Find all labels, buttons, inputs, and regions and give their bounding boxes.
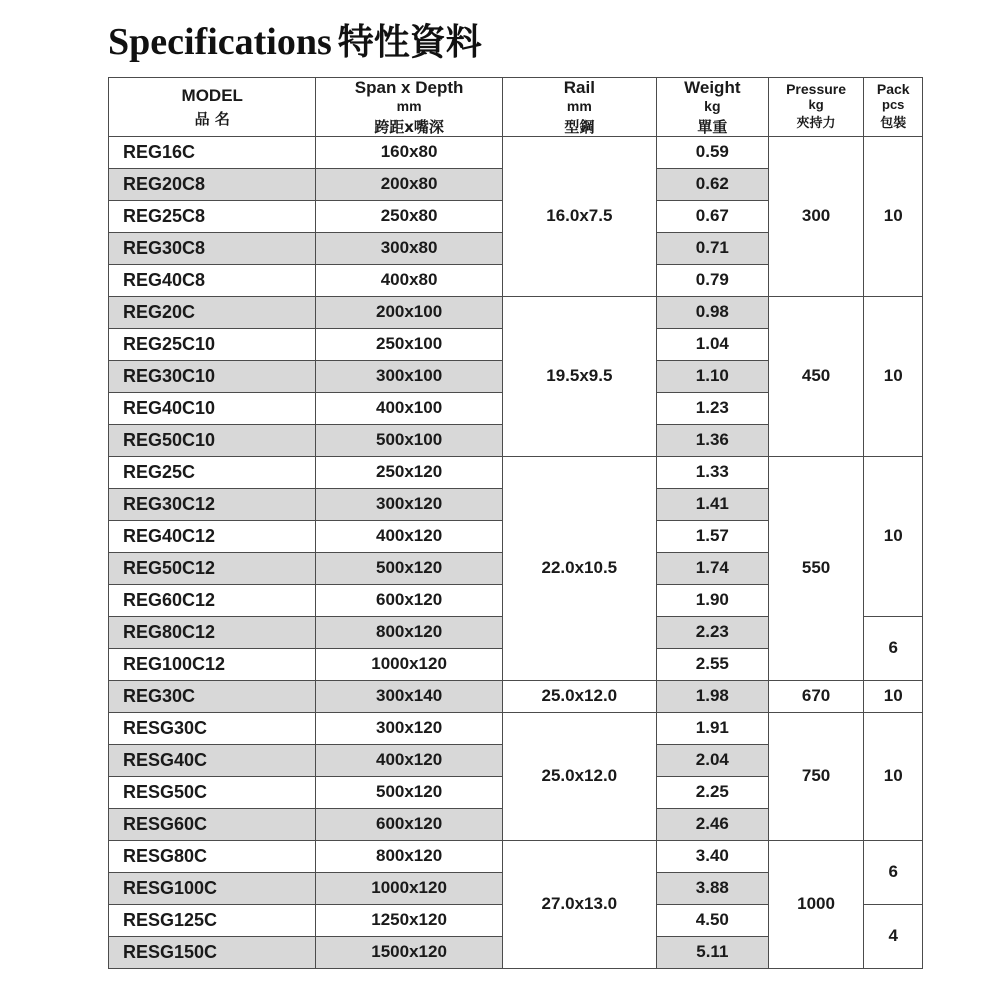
cell-weight: 0.59 [656, 136, 768, 168]
header-weight-line2: kg [704, 97, 721, 114]
cell-span-depth: 250x100 [316, 328, 502, 360]
table-body [109, 136, 923, 968]
table-row [109, 296, 923, 328]
cell-pack: 4 [864, 904, 923, 968]
cell-span-depth: 800x120 [316, 616, 502, 648]
cell-model: REG50C12 [109, 552, 316, 584]
cell-weight: 2.25 [656, 776, 768, 808]
cell-span-depth: 250x80 [316, 200, 502, 232]
cell-pressure: 750 [768, 712, 864, 840]
cell-pressure: 450 [768, 296, 864, 456]
cell-span-depth: 1000x120 [316, 648, 502, 680]
cell-weight: 3.88 [656, 872, 768, 904]
cell-model: RESG50C [109, 776, 316, 808]
cell-pack: 10 [864, 456, 923, 616]
cell-rail: 25.0x12.0 [502, 680, 656, 712]
cell-model: REG50C10 [109, 424, 316, 456]
header-span-line2: mm [396, 97, 422, 114]
cell-model: RESG150C [109, 936, 316, 968]
cell-weight: 2.04 [656, 744, 768, 776]
cell-weight: 1.36 [656, 424, 768, 456]
cell-model: REG25C [109, 456, 316, 488]
cell-model: RESG100C [109, 872, 316, 904]
cell-span-depth: 300x120 [316, 488, 502, 520]
header-rail-line2: mm [566, 97, 592, 114]
cell-span-depth: 300x80 [316, 232, 502, 264]
cell-model: REG16C [109, 136, 316, 168]
cell-model: REG30C10 [109, 360, 316, 392]
header-rail [502, 78, 656, 137]
table-row [109, 456, 923, 488]
cell-weight: 1.41 [656, 488, 768, 520]
table-row [109, 840, 923, 872]
cell-weight: 2.55 [656, 648, 768, 680]
page-title [108, 14, 970, 65]
table-header [109, 78, 923, 137]
cell-span-depth: 200x100 [316, 296, 502, 328]
header-model [109, 78, 316, 137]
cell-span-depth: 1500x120 [316, 936, 502, 968]
cell-model: REG25C10 [109, 328, 316, 360]
cell-pressure: 300 [768, 136, 864, 296]
cell-model: REG40C10 [109, 392, 316, 424]
cell-weight: 5.11 [656, 936, 768, 968]
cell-weight: 1.04 [656, 328, 768, 360]
cell-span-depth: 500x100 [316, 424, 502, 456]
cell-span-depth: 400x120 [316, 520, 502, 552]
cell-span-depth: 600x120 [316, 808, 502, 840]
specifications-table [108, 77, 923, 969]
cell-model: RESG30C [109, 712, 316, 744]
cell-weight: 2.46 [656, 808, 768, 840]
cell-span-depth: 500x120 [316, 776, 502, 808]
header-pack-line3: 包裝 [880, 116, 907, 132]
cell-model: RESG40C [109, 744, 316, 776]
header-span-line1: Span x Depth [354, 78, 464, 97]
table-header-row [109, 78, 923, 137]
cell-weight: 0.71 [656, 232, 768, 264]
cell-span-depth: 400x100 [316, 392, 502, 424]
page-title-chinese: 特性資料 [337, 21, 482, 63]
header-pressure-line2: kg [808, 96, 824, 112]
cell-model: RESG60C [109, 808, 316, 840]
table-row [109, 712, 923, 744]
cell-span-depth: 400x120 [316, 744, 502, 776]
cell-model: REG40C8 [109, 264, 316, 296]
cell-span-depth: 800x120 [316, 840, 502, 872]
cell-weight: 1.91 [656, 712, 768, 744]
header-weight-line1: Weight [684, 78, 741, 97]
header-weight [656, 78, 768, 137]
header-pressure [768, 78, 864, 137]
table-row [109, 680, 923, 712]
cell-rail: 16.0x7.5 [502, 136, 656, 296]
cell-span-depth: 200x80 [316, 168, 502, 200]
header-pack-line2: pcs [882, 96, 905, 112]
cell-model: REG60C12 [109, 584, 316, 616]
header-rail-line3: 型鋼 [564, 117, 595, 136]
cell-span-depth: 300x140 [316, 680, 502, 712]
cell-span-depth: 300x100 [316, 360, 502, 392]
cell-model: REG30C12 [109, 488, 316, 520]
cell-model: REG40C12 [109, 520, 316, 552]
header-rail-line1: Rail [563, 78, 595, 97]
cell-span-depth: 400x80 [316, 264, 502, 296]
cell-weight: 0.62 [656, 168, 768, 200]
cell-model: REG20C [109, 296, 316, 328]
cell-span-depth: 250x120 [316, 456, 502, 488]
cell-weight: 1.74 [656, 552, 768, 584]
header-pressure-line3: 夾持力 [796, 116, 836, 132]
cell-span-depth: 500x120 [316, 552, 502, 584]
cell-span-depth: 300x120 [316, 712, 502, 744]
cell-model: REG20C8 [109, 168, 316, 200]
cell-span-depth: 600x120 [316, 584, 502, 616]
cell-span-depth: 160x80 [316, 136, 502, 168]
cell-pack: 10 [864, 296, 923, 456]
header-span-line3: 跨距x嘴深 [374, 117, 444, 136]
cell-weight: 1.90 [656, 584, 768, 616]
cell-model: REG100C12 [109, 648, 316, 680]
cell-rail: 27.0x13.0 [502, 840, 656, 968]
cell-weight: 1.33 [656, 456, 768, 488]
cell-model: REG25C8 [109, 200, 316, 232]
header-model-line1: MODEL [181, 86, 243, 106]
header-model-line3: 品 名 [194, 109, 230, 128]
cell-rail: 25.0x12.0 [502, 712, 656, 840]
page-title-english: Specifications [108, 21, 332, 63]
cell-pressure: 550 [768, 456, 864, 680]
header-span-depth [316, 78, 502, 137]
table-row [109, 136, 923, 168]
cell-pack: 6 [864, 616, 923, 680]
header-weight-line3: 單重 [697, 117, 728, 136]
cell-weight: 1.98 [656, 680, 768, 712]
cell-span-depth: 1250x120 [316, 904, 502, 936]
header-pack [864, 78, 923, 137]
cell-weight: 0.67 [656, 200, 768, 232]
cell-weight: 1.23 [656, 392, 768, 424]
cell-weight: 0.79 [656, 264, 768, 296]
cell-model: RESG125C [109, 904, 316, 936]
cell-span-depth: 1000x120 [316, 872, 502, 904]
cell-model: REG30C [109, 680, 316, 712]
cell-pack: 10 [864, 136, 923, 296]
cell-pack: 10 [864, 712, 923, 840]
cell-model: REG30C8 [109, 232, 316, 264]
cell-weight: 3.40 [656, 840, 768, 872]
cell-pressure: 670 [768, 680, 864, 712]
cell-weight: 4.50 [656, 904, 768, 936]
cell-pack: 6 [864, 840, 923, 904]
cell-weight: 1.57 [656, 520, 768, 552]
header-pack-line1: Pack [876, 81, 910, 98]
cell-rail: 19.5x9.5 [502, 296, 656, 456]
cell-weight: 0.98 [656, 296, 768, 328]
cell-pressure: 1000 [768, 840, 864, 968]
cell-weight: 2.23 [656, 616, 768, 648]
cell-rail: 22.0x10.5 [502, 456, 656, 680]
cell-pack: 10 [864, 680, 923, 712]
cell-model: RESG80C [109, 840, 316, 872]
header-pressure-line1: Pressure [786, 81, 847, 98]
cell-weight: 1.10 [656, 360, 768, 392]
cell-model: REG80C12 [109, 616, 316, 648]
